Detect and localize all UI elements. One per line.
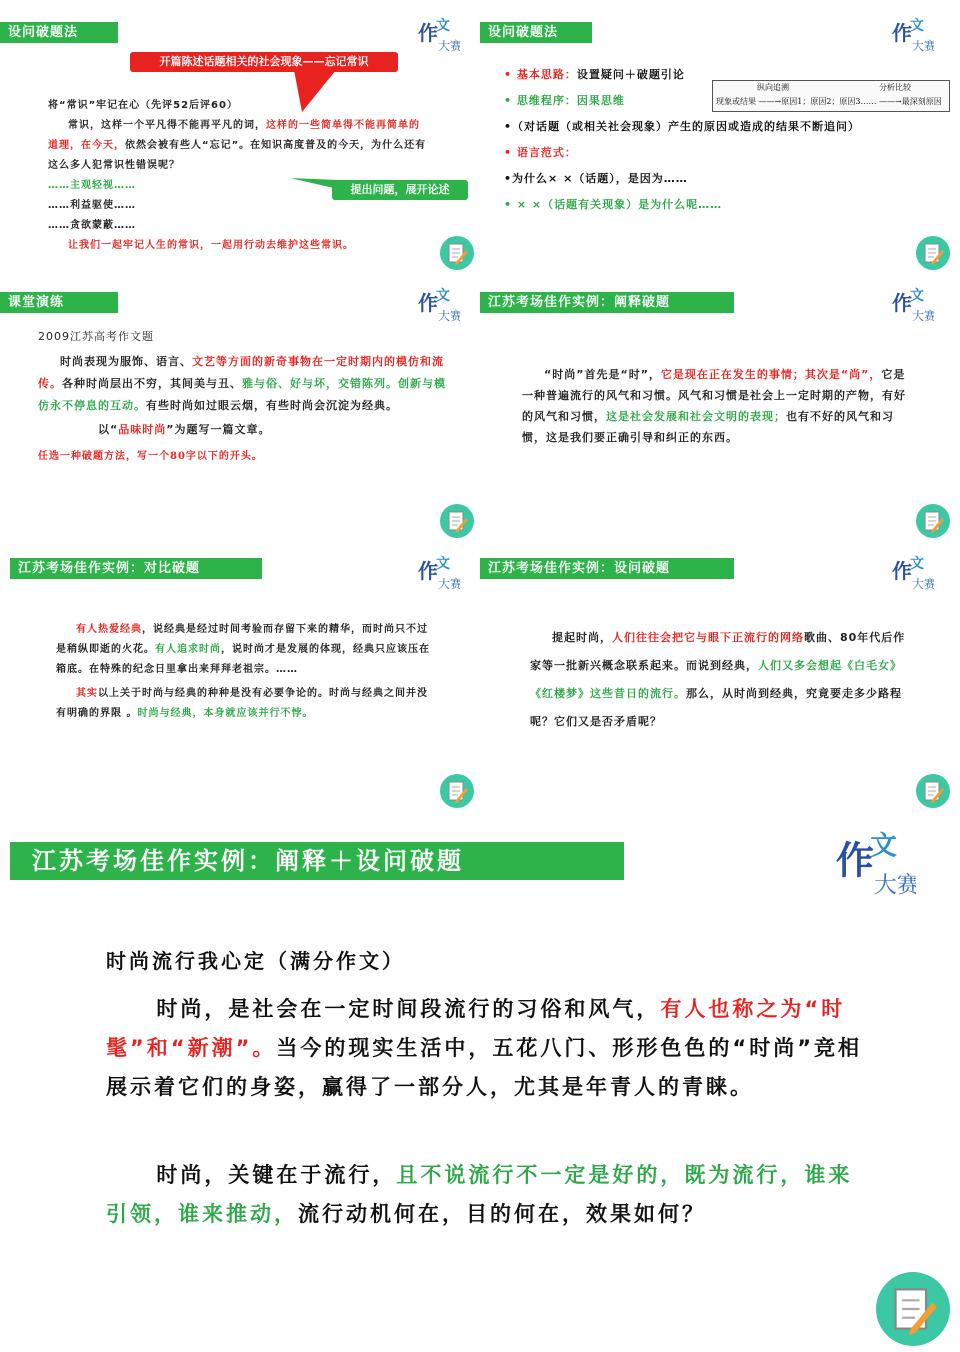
svg-text:大赛: 大赛 bbox=[438, 39, 460, 53]
bullet-thinking: • 思维程序：因果思维 bbox=[504, 94, 625, 107]
slide-3-body: 2009江苏高考作文题 时尚表现为服饰、语言、文艺等方面的新奇事物在一定时期内的模仿和流传。各种时尚层出不穷，其间美与丑、雅与俗、好与坏，交错陈列。创新与模仿永不停息的互动。有些时尚如过眼云烟，有些时尚会沉淀为经典。 以“品味时尚”为题写一篇文章。 任选一种破题方法，写一个80字以下的开头。 bbox=[38, 326, 450, 467]
zuowen-logo-icon bbox=[416, 550, 460, 592]
pencil-note-icon bbox=[876, 1272, 950, 1346]
slide-1-header: 设问破题法 bbox=[0, 22, 118, 43]
svg-text:文: 文 bbox=[910, 556, 924, 572]
pencil-note-icon bbox=[440, 774, 474, 808]
svg-text:文: 文 bbox=[870, 830, 897, 862]
svg-text:作: 作 bbox=[892, 21, 912, 45]
slide-6-body: 提起时尚，人们往往会把它与眼下正流行的网络歌曲、80年代后作家等一批新兴概念联系起来。而说到经典，人们又多会想起《白毛女》《红楼梦》这些昔日的流行。那么，从时尚到经典，究竟要走多少路程呢？它们又是否矛盾呢？ bbox=[530, 631, 906, 728]
svg-text:作: 作 bbox=[418, 21, 438, 45]
pencil-note-icon bbox=[440, 504, 474, 538]
slide-5 bbox=[0, 540, 480, 810]
svg-text:文: 文 bbox=[436, 556, 450, 572]
svg-text:文: 文 bbox=[436, 18, 450, 34]
bullet-basic-approach: • 基本思路：设置疑问＋破题引论 bbox=[504, 68, 685, 81]
slide-6 bbox=[480, 540, 960, 810]
essay-title-large: 时尚流行我心定（满分作文） bbox=[106, 949, 405, 973]
svg-text:大赛: 大赛 bbox=[438, 577, 460, 591]
pencil-note-icon bbox=[916, 504, 950, 538]
svg-text:作: 作 bbox=[892, 559, 912, 583]
slide-5-body: 有人热爱经典，说经典是经过时间考验而存留下来的精华，而时尚只不过是稍纵即逝的火花。有人追求时尚，说时尚才是发展的体现，经典只应该压在箱底。在特殊的纪念日里拿出来拜拜老祖宗。…… 其实以上关于时尚与经典的种种是没有必要争论的。时尚与经典之间并没有明确的界限 。时尚与经典，本身就应该并行不悖。 bbox=[56, 624, 430, 719]
zuowen-logo-icon bbox=[890, 12, 934, 54]
pencil-note-icon bbox=[916, 774, 950, 808]
svg-text:大赛: 大赛 bbox=[912, 39, 934, 53]
list-item: ……贪欲蒙蔽…… bbox=[48, 220, 136, 231]
pencil-note-icon bbox=[440, 236, 474, 270]
svg-text:文: 文 bbox=[910, 18, 924, 34]
slide-4 bbox=[480, 272, 960, 540]
pencil-note-icon bbox=[916, 236, 950, 270]
svg-text:大赛: 大赛 bbox=[912, 577, 934, 591]
svg-text:作: 作 bbox=[418, 291, 438, 315]
essay-title: 将“常识”牢记在心（先评52后评60） bbox=[48, 100, 238, 111]
slide-1-body: 将“常识”牢记在心（先评52后评60） 常识，这样一个平凡得不能再平凡的词，这样的一些简单得不能再简单的道理，在今天，依然会被有些人“忘记”。在知识高度普及的今天，为什么还有这么多人犯常识性错误呢？ ……主观轻视…… ……利益驱使…… ……贪欲蒙蔽…… 让我们一起牢记人生的常识，一起用行动去维护这些常识。 bbox=[48, 96, 430, 256]
zuowen-logo-icon bbox=[416, 282, 460, 324]
zuowen-logo-icon bbox=[890, 282, 934, 324]
closing-line: 让我们一起牢记人生的常识，一起用行动去维护这些常识。 bbox=[68, 240, 354, 251]
callout-topic: 开篇陈述话题相关的社会现象——忘记常识 bbox=[130, 52, 398, 72]
list-item: ……主观轻视…… bbox=[48, 180, 136, 191]
svg-text:大赛: 大赛 bbox=[874, 872, 916, 899]
svg-text:作: 作 bbox=[892, 291, 912, 315]
bullet-pattern-2: • × ×（话题有关现象）是为什么呢…… bbox=[504, 198, 723, 211]
zuowen-logo-icon bbox=[890, 550, 934, 592]
task-line: 以“品味时尚”为题写一篇文章。 bbox=[98, 423, 271, 436]
essay-paragraph-2: 时尚，关键在于流行，且不说流行不一定是好的，既为流行，谁来引领，谁来推动，流行动机何在，目的何在，效果如何？ bbox=[106, 1163, 853, 1226]
list-item: ……利益驱使…… bbox=[48, 200, 136, 211]
essay-paragraph-1: 时尚，是社会在一定时间段流行的习俗和风气，有人也称之为“时髦”和“新潮”。当今的现实生活中，五花八门、形形色色的“时尚”竞相展示着它们的身姿，赢得了一部分人，尤其是年青人的青睐。 bbox=[106, 997, 863, 1099]
svg-text:大赛: 大赛 bbox=[912, 309, 934, 323]
svg-text:文: 文 bbox=[436, 288, 450, 304]
svg-text:作: 作 bbox=[418, 559, 438, 583]
slide-2-header: 设问破题法 bbox=[480, 22, 592, 43]
bullet-pattern-1: •为什么× ×（话题），是因为…… bbox=[504, 172, 688, 185]
task-note: 任选一种破题方法，写一个80字以下的开头。 bbox=[38, 451, 263, 462]
exam-title: 2009江苏高考作文题 bbox=[38, 330, 154, 343]
slide-2 bbox=[480, 0, 960, 272]
slide-4-header: 江苏考场佳作实例：阐释破题 bbox=[480, 292, 734, 313]
bullet-language: • 语言范式： bbox=[504, 146, 577, 159]
slide-5-header: 江苏考场佳作实例：对比破题 bbox=[10, 558, 262, 579]
bullet-note: •（对话题（或相关社会现象）产生的原因或造成的结果不断追问） bbox=[504, 120, 861, 133]
slide-7-header: 江苏考场佳作实例：阐释＋设问破题 bbox=[10, 842, 624, 880]
svg-text:文: 文 bbox=[910, 288, 924, 304]
svg-text:作: 作 bbox=[835, 837, 874, 883]
zuowen-logo-icon bbox=[832, 820, 916, 900]
causal-flow-diagram: 纵向追溯 分析比较 现象或结果 ——→原因1；原因2；原因3…… ——→最深刻原因 bbox=[712, 80, 950, 112]
zuowen-logo-icon bbox=[416, 12, 460, 54]
callout-raise-question: 提出问题，展开论述 bbox=[332, 180, 468, 200]
slide-1 bbox=[0, 0, 480, 272]
slide-6-header: 江苏考场佳作实例：设问破题 bbox=[480, 558, 734, 579]
slide-3-header: 课堂演练 bbox=[0, 292, 118, 313]
svg-text:大赛: 大赛 bbox=[438, 309, 460, 323]
slide-3 bbox=[0, 272, 480, 540]
slide-4-body: “时尚”首先是“时”，它是现在正在发生的事情；其次是“尚”，它是一种普遍流行的风气和习惯。风气和习惯是社会上一定时期的产物，有好的风气和习惯，这是社会发展和社会文明的表现；也有不好的风气和习惯，这是我们要正确引导和纠正的东西。 bbox=[522, 368, 906, 444]
